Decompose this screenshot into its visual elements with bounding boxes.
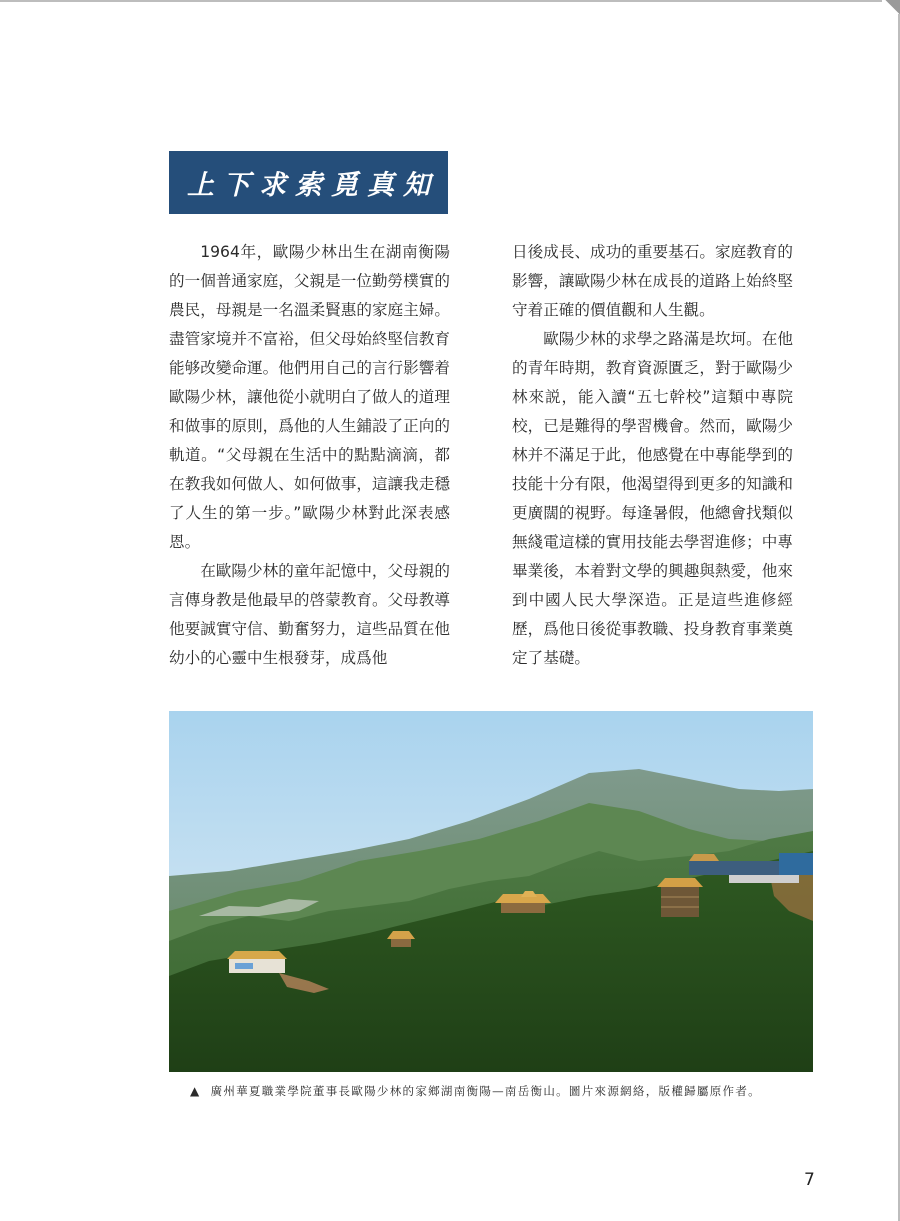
photo-caption: [190, 1083, 830, 1099]
mountain-landscape-photo: [169, 711, 813, 1072]
paragraph: 在歐陽少林的童年記憶中，父母親的言傳身教是他最早的啓蒙教育。父母教導他要誠實守信、勤奮努力，這些品質在他幼小的心靈中生根發芽，成爲他: [169, 562, 450, 667]
section-title: 上下求索覓真知: [187, 170, 439, 201]
page-top-border: [0, 0, 900, 2]
page-fold-corner: [882, 0, 900, 14]
triangle-marker-icon: ▲: [190, 1084, 201, 1098]
section-title-banner: [169, 151, 448, 214]
caption-text: 廣州華夏職業學院董事長歐陽少林的家鄉湖南衡陽—南岳衡山。圖片來源網絡，版權歸屬原作者。: [210, 1084, 761, 1098]
page-number: 7: [804, 1170, 815, 1190]
paragraph: 歐陽少林的求學之路滿是坎坷。在他的青年時期，教育資源匱乏，對于歐陽少林來説，能入讀“五七幹校”這類中專院校，已是難得的學習機會。然而，歐陽少林并不滿足于此，他感覺在中專能學到的技能十分有限，他渴望得到更多的知識和更廣闊的視野。每逢暑假，他總會找類似無綫電這樣的實用技能去學習進修；中專畢業後，本着對文學的興趣與熱愛，他來到中國人民大學深造。正是這些進修經歷，爲他日後從事教職、投身教育事業奠定了基礎。: [512, 330, 793, 667]
text-column-left: [169, 238, 450, 673]
paragraph: 日後成長、成功的重要基石。家庭教育的影響，讓歐陽少林在成長的道路上始終堅守着正確的價值觀和人生觀。: [512, 243, 793, 319]
paragraph: 1964年，歐陽少林出生在湖南衡陽的一個普通家庭，父親是一位勤勞樸實的農民，母親是一名溫柔賢惠的家庭主婦。盡管家境并不富裕，但父母始終堅信教育能够改變命運。他們用自己的言行影響着歐陽少林，讓他從小就明白了做人的道理和做事的原則，爲他的人生鋪設了正向的軌道。“父母親在生活中的點點滴滴，都在教我如何做人、如何做事，這讓我走穩了人生的第一步。”歐陽少林對此深表感恩。: [169, 243, 450, 551]
text-column-right: [512, 238, 793, 673]
